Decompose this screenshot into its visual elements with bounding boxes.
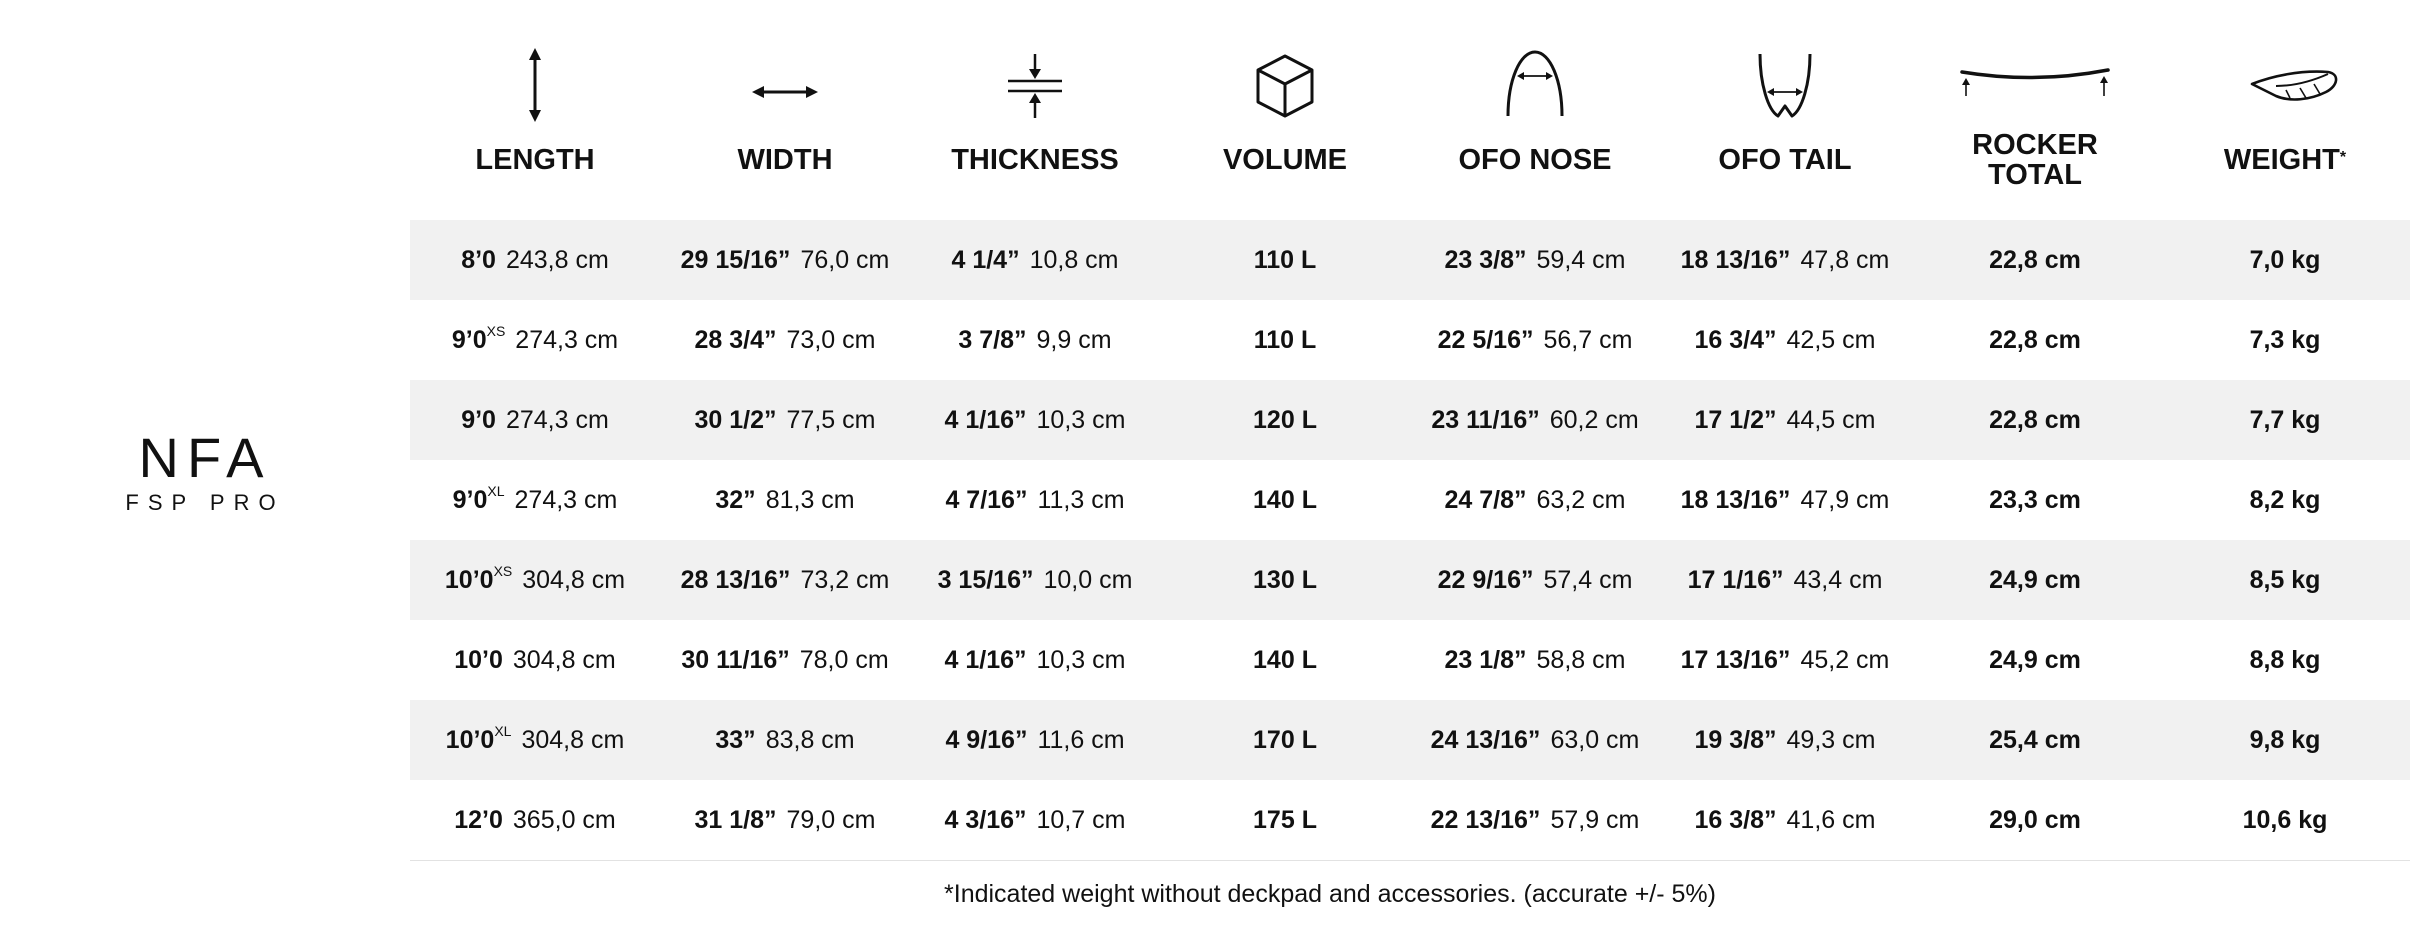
ofo-tail-cell-imperial: 17 1/2” (1694, 405, 1777, 434)
length-cell-imperial: $9’0^{XS}$ (451, 322, 506, 354)
thickness-cell (910, 246, 1160, 275)
ofo-tail-cell-metric: 47,8 cm (1800, 245, 1890, 274)
length-cell-imperial: 10’0 (454, 645, 503, 674)
ofo-nose-cell-metric: 60,2 cm (1549, 405, 1639, 434)
length-cell-metric: 274,3 cm (505, 405, 609, 434)
rocker-cell: 23,3 cm (1989, 485, 2081, 514)
length-cell (410, 562, 660, 595)
width-arrow-icon (660, 40, 910, 130)
rocker-cell: 24,9 cm (1989, 645, 2081, 674)
ofo-nose-cell-imperial: 23 1/8” (1444, 645, 1527, 674)
length-cell-metric: 304,8 cm (522, 565, 626, 594)
length-arrow-icon (410, 40, 660, 130)
width-cell-imperial: 30 1/2” (694, 405, 777, 434)
weight-cell: 9,8 kg (2249, 725, 2321, 754)
header-label: ROCKER TOTAL (1972, 129, 2098, 191)
table-row (410, 380, 2410, 460)
length-cell (410, 406, 660, 435)
thickness-cell-metric: 10,8 cm (1029, 245, 1119, 274)
length-cell (410, 322, 660, 355)
length-cell-metric: 274,3 cm (515, 325, 619, 354)
ofo-nose-cell-metric: 58,8 cm (1536, 645, 1626, 674)
length-cell-imperial: 9’0 (461, 405, 496, 434)
table-row (410, 540, 2410, 620)
ofo-nose-cell (1410, 566, 1660, 595)
width-cell-metric: 81,3 cm (765, 485, 855, 514)
ofo-tail-cell-imperial: 19 3/8” (1694, 725, 1777, 754)
width-cell (660, 246, 910, 275)
ofo-tail-cell-imperial: 17 1/16” (1687, 565, 1784, 594)
width-cell (660, 486, 910, 515)
header-volume (1160, 0, 1410, 220)
footnote: *Indicated weight without deckpad and accessories. (accurate +/- 5%) (944, 880, 1716, 908)
rocker-cell: 22,8 cm (1989, 245, 2081, 274)
ofo-nose-cell-imperial: 23 3/8” (1444, 245, 1527, 274)
rocker-cell: 25,4 cm (1989, 725, 2081, 754)
thickness-cell-metric: 11,3 cm (1037, 485, 1125, 514)
header-thickness (910, 0, 1160, 220)
thickness-cell-imperial: 3 7/8” (958, 325, 1027, 354)
header-ofo-tail (1660, 0, 1910, 220)
header-length (410, 0, 660, 220)
ofo-nose-cell-metric: 63,2 cm (1536, 485, 1626, 514)
ofo-tail-cell (1660, 406, 1910, 435)
ofo-tail-cell-metric: 49,3 cm (1786, 725, 1876, 754)
table-row (410, 780, 2410, 861)
table-header (410, 0, 2410, 220)
table-row (410, 620, 2410, 700)
ofo-nose-cell-imperial: 23 11/16” (1431, 405, 1540, 434)
thickness-cell (910, 326, 1160, 355)
length-cell-imperial: $10’0^{XS}$ (444, 562, 513, 594)
table-row (410, 300, 2410, 380)
ofo-tail-cell-imperial: 16 3/4” (1694, 325, 1777, 354)
ofo-tail-cell (1660, 326, 1910, 355)
rocker-icon (1910, 40, 2160, 130)
length-cell (410, 646, 660, 675)
ofo-nose-cell-imperial: 24 13/16” (1430, 725, 1541, 754)
ofo-nose-cell-imperial: 22 13/16” (1430, 805, 1541, 834)
width-cell-imperial: 31 1/8” (694, 805, 777, 834)
width-cell-metric: 77,5 cm (786, 405, 876, 434)
thickness-cell-imperial: 4 1/16” (944, 405, 1027, 434)
length-cell-metric: 365,0 cm (512, 805, 616, 834)
ofo-tail-cell (1660, 806, 1910, 835)
thickness-cell-metric: 10,3 cm (1036, 645, 1126, 674)
width-cell (660, 326, 910, 355)
ofo-nose-cell-metric: 56,7 cm (1543, 325, 1633, 354)
rocker-cell: 22,8 cm (1989, 325, 2081, 354)
thickness-cell (910, 646, 1160, 675)
ofo-tail-cell-metric: 45,2 cm (1800, 645, 1890, 674)
length-cell (410, 722, 660, 755)
width-cell-metric: 73,2 cm (800, 565, 890, 594)
table-row (410, 460, 2410, 540)
ofo-nose-cell-metric: 57,9 cm (1550, 805, 1640, 834)
ofo-tail-cell-imperial: 17 13/16” (1680, 645, 1791, 674)
ofo-tail-cell (1660, 566, 1910, 595)
ofo-nose-cell-imperial: 24 7/8” (1444, 485, 1527, 514)
size-variant: XL (487, 482, 505, 499)
header-label: VOLUME (1222, 144, 1348, 176)
size-variant: XS (493, 562, 513, 579)
weight-cell: 10,6 kg (2242, 805, 2328, 834)
width-cell-imperial: 28 3/4” (694, 325, 777, 354)
width-cell-metric: 83,8 cm (765, 725, 855, 754)
weight-cell: 7,3 kg (2249, 325, 2321, 354)
weight-cell: 7,7 kg (2249, 405, 2321, 434)
width-cell (660, 726, 910, 755)
thickness-cell (910, 486, 1160, 515)
width-cell-metric: 76,0 cm (800, 245, 890, 274)
weight-cell: 8,8 kg (2249, 645, 2321, 674)
width-cell (660, 806, 910, 835)
rocker-cell: 22,8 cm (1989, 405, 2081, 434)
ofo-nose-cell-metric: 59,4 cm (1536, 245, 1626, 274)
weight-cell: 8,2 kg (2249, 485, 2321, 514)
width-cell (660, 646, 910, 675)
ofo-tail-cell (1660, 486, 1910, 515)
rocker-cell: 29,0 cm (1989, 805, 2081, 834)
volume-cell: 175 L (1253, 805, 1317, 834)
length-cell-metric: 274,3 cm (514, 485, 618, 514)
thickness-cell-imperial: 3 15/16” (937, 565, 1034, 594)
table-row (410, 220, 2410, 300)
thickness-cell-metric: 10,7 cm (1036, 805, 1126, 834)
board-tail-icon (1660, 40, 1910, 130)
ofo-tail-cell (1660, 646, 1910, 675)
width-cell-metric: 79,0 cm (786, 805, 876, 834)
ofo-nose-cell-metric: 57,4 cm (1543, 565, 1633, 594)
ofo-tail-cell (1660, 246, 1910, 275)
ofo-tail-cell-metric: 43,4 cm (1793, 565, 1883, 594)
header-weight (2160, 0, 2410, 220)
ofo-nose-cell (1410, 326, 1660, 355)
length-cell (410, 246, 660, 275)
header-label-text: WEIGHT (2223, 144, 2340, 176)
weight-footnote-mark: * (2339, 149, 2347, 166)
ofo-tail-cell-imperial: 16 3/8” (1694, 805, 1777, 834)
header-label: OFO TAIL (1718, 144, 1852, 176)
table-body (410, 220, 2410, 861)
length-cell-imperial: $10’0^{XL}$ (445, 722, 512, 754)
width-cell-metric: 73,0 cm (786, 325, 876, 354)
weight-cell: 8,5 kg (2249, 565, 2321, 594)
width-cell-imperial: 28 13/16” (680, 565, 791, 594)
thickness-cell-imperial: 4 7/16” (945, 485, 1028, 514)
ofo-nose-cell-metric: 63,0 cm (1550, 725, 1640, 754)
header-ofo-nose (1410, 0, 1660, 220)
header-rocker-total (1910, 0, 2160, 220)
ofo-nose-cell (1410, 246, 1660, 275)
thickness-cell (910, 566, 1160, 595)
ofo-tail-cell-metric: 47,9 cm (1800, 485, 1890, 514)
ofo-nose-cell-imperial: 22 9/16” (1437, 565, 1534, 594)
header-label: LENGTH (475, 144, 595, 176)
width-cell-imperial: 30 11/16” (681, 645, 790, 674)
thickness-cell-metric: 10,3 cm (1036, 405, 1126, 434)
length-cell (410, 806, 660, 835)
volume-cell: 140 L (1253, 645, 1317, 674)
brand-block (120, 428, 290, 516)
ofo-tail-cell-metric: 44,5 cm (1786, 405, 1876, 434)
length-cell-imperial: 12’0 (454, 805, 503, 834)
ofo-tail-cell-metric: 42,5 cm (1786, 325, 1876, 354)
width-cell (660, 566, 910, 595)
ofo-nose-cell (1410, 726, 1660, 755)
length-cell-metric: 243,8 cm (505, 245, 609, 274)
thickness-cell (910, 806, 1160, 835)
thickness-cell (910, 726, 1160, 755)
brand-subtitle: FSP PRO (125, 490, 285, 515)
width-cell-metric: 78,0 cm (799, 645, 889, 674)
length-cell-metric: 304,8 cm (521, 725, 625, 754)
ofo-tail-cell-imperial: 18 13/16” (1680, 485, 1791, 514)
thickness-cell-imperial: 4 9/16” (945, 725, 1028, 754)
header-label: WIDTH (737, 144, 833, 176)
thickness-cell-metric: 9,9 cm (1036, 325, 1112, 354)
feather-icon (2160, 40, 2410, 130)
ofo-nose-cell-imperial: 22 5/16” (1437, 325, 1534, 354)
thickness-cell-imperial: 4 1/4” (951, 245, 1020, 274)
ofo-nose-cell (1410, 406, 1660, 435)
board-nose-icon (1410, 40, 1660, 130)
weight-cell: 7,0 kg (2249, 245, 2321, 274)
brand-name: NFA (138, 426, 272, 489)
length-cell (410, 482, 660, 515)
thickness-cell (910, 406, 1160, 435)
ofo-tail-cell-metric: 41,6 cm (1786, 805, 1876, 834)
header-width (660, 0, 910, 220)
thickness-icon (910, 40, 1160, 130)
header-label: OFO NOSE (1458, 144, 1612, 176)
rocker-cell: 24,9 cm (1989, 565, 2081, 594)
thickness-cell-metric: 10,0 cm (1043, 565, 1133, 594)
ofo-nose-cell (1410, 486, 1660, 515)
volume-cell: 130 L (1253, 565, 1317, 594)
length-cell-imperial: 8’0 (461, 245, 496, 274)
width-cell-imperial: 32” (715, 485, 756, 514)
ofo-tail-cell-imperial: 18 13/16” (1680, 245, 1791, 274)
size-variant: XL (494, 722, 512, 739)
volume-cell: 110 L (1253, 245, 1317, 274)
width-cell (660, 406, 910, 435)
length-cell-imperial: $9’0^{XL}$ (452, 482, 505, 514)
width-cell-imperial: 29 15/16” (680, 245, 791, 274)
volume-cell: 110 L (1253, 325, 1317, 354)
spec-table (410, 0, 2410, 861)
ofo-nose-cell (1410, 646, 1660, 675)
size-variant: XS (486, 322, 506, 339)
header-label: THICKNESS (951, 144, 1119, 176)
thickness-cell-imperial: 4 1/16” (944, 645, 1027, 674)
cube-icon (1160, 40, 1410, 130)
header-label (2160, 130, 2410, 190)
thickness-cell-metric: 11,6 cm (1037, 725, 1125, 754)
volume-cell: 170 L (1253, 725, 1317, 754)
width-cell-imperial: 33” (715, 725, 756, 754)
ofo-tail-cell (1660, 726, 1910, 755)
volume-cell: 140 L (1253, 485, 1317, 514)
ofo-nose-cell (1410, 806, 1660, 835)
thickness-cell-imperial: 4 3/16” (944, 805, 1027, 834)
table-row (410, 700, 2410, 780)
length-cell-metric: 304,8 cm (512, 645, 616, 674)
volume-cell: 120 L (1253, 405, 1317, 434)
